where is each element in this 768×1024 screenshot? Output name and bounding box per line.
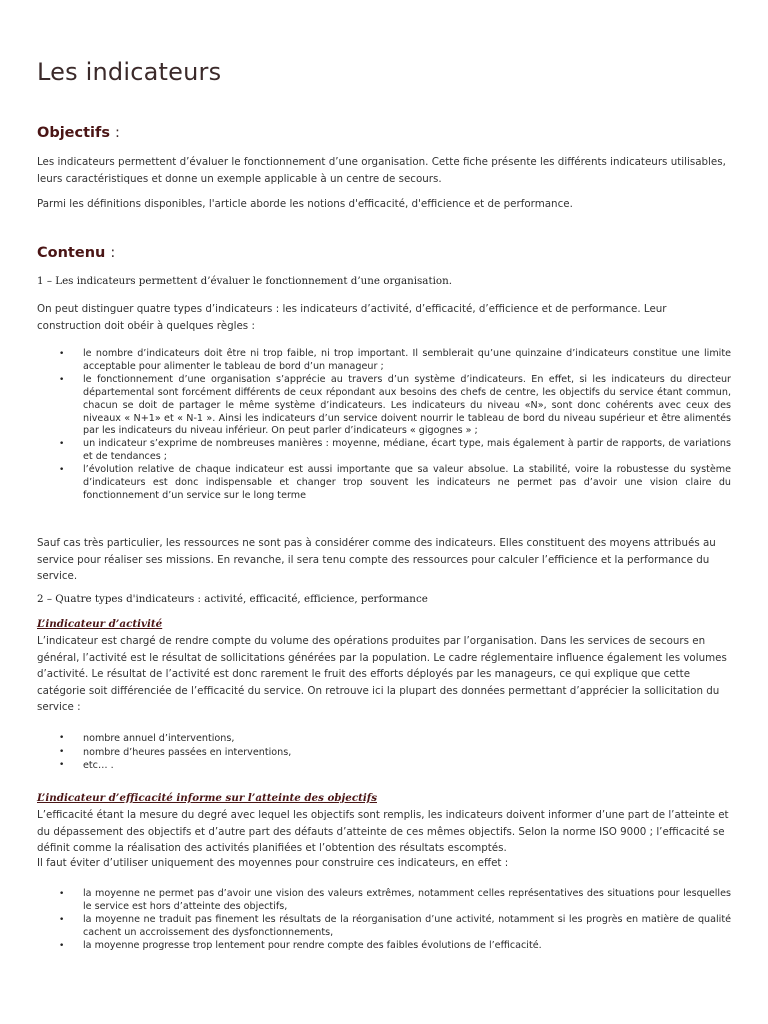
rules-list: [37, 348, 731, 503]
objectifs-heading-text: Objectifs: [37, 125, 110, 141]
contenu-heading-text: Contenu: [37, 245, 106, 261]
list-item: • nombre annuel d’interventions,: [37, 732, 731, 746]
objectifs-heading: [37, 125, 120, 141]
section-2-title: 2 – Quatre types d'indicateurs : activité, efficacité, efficience, performance: [37, 593, 428, 605]
contenu-intro: On peut distinguer quatre types d’indicateurs : les indicateurs d’activité, d’efficacité, d’efficience et de performance. Leur construction doit obéir à quelques règles :: [37, 303, 667, 332]
list-item: • nombre d’heures passées en interventions,: [37, 746, 731, 760]
efficacite-paragraph: L’efficacité étant la mesure du degré avec lequel les objectifs sont remplis, les indicateurs doivent informer d’une part de l’atteinte et du dépassement des objectifs et d’autre part des défauts d’atteinte de ces mêmes objectifs. Selon la norme ISO 9000 ; l’efficacité se définit comme la réalisation des activités planifiées et l’obtention des résultats escomptés.: [37, 809, 729, 854]
efficacite-paragraph-2: Il faut éviter d’utiliser uniquement des moyennes pour construire ces indicateurs, en effet :: [37, 857, 509, 869]
list-item: • le nombre d’indicateurs doit être ni trop faible, ni trop important. Il semblerait qu’une quinzaine d’indicateurs constitue une limite acceptable pour alimenter le tableau de bord d’un manageur ;: [37, 348, 731, 374]
page-title: Les indicateurs: [37, 58, 222, 86]
objectifs-colon: :: [115, 125, 120, 141]
activite-list: [37, 732, 731, 773]
list-item: • la moyenne ne permet pas d’avoir une vision des valeurs extrêmes, notamment celles représentatives des situations pour lesquelles le service est hors d’atteinte des objectifs,: [37, 888, 731, 914]
list-item: • le fonctionnement d’une organisation s’apprécie au travers d’un système d’indicateurs. En effet, si les indicateurs du directeur départemental sont forcément différents de ceux répondant aux besoins des chefs de centre, les objectifs du service étant commun, chacun se doit de partager le même système d’indicateurs. Les indicateurs du niveau «N», sont donc cohérents avec ceux des niveaux « N+1» et « N-1 ». Ainsi les indicateurs d’un service doivent nourrir le tableau de bord du niveau supérieur et être alimentés par les indicateurs du niveau inférieur. On peut parler d’indicateurs « gigognes » ;: [37, 374, 731, 439]
list-item: • la moyenne progresse trop lentement pour rendre compte des faibles évolutions de l’efficacité.: [37, 940, 731, 953]
list-item: • un indicateur s’exprime de nombreuses manières : moyenne, médiane, écart type, mais également à partir de rapports, de variations et de tendances ;: [37, 438, 731, 464]
ressources-paragraph: Sauf cas très particulier, les ressources ne sont pas à considérer comme des indicateurs. Elles constituent des moyens attribués au service pour réaliser ses missions. En revanche, il sera tenu compte des ressources pour calculer l’efficience et la performance du service.: [37, 537, 716, 582]
list-item: • l’évolution relative de chaque indicateur est aussi importante que sa valeur absolue. La stabilité, voire la robustesse du système d’indicateurs est donc indispensable et changer trop souvent les indicateurs ne permet pas d’avoir une vision claire du fonctionnement d’un service sur le long terme: [37, 464, 731, 503]
list-item: • la moyenne ne traduit pas finement les résultats de la réorganisation d’une activité, notamment si les progrès en matière de qualité cachent un accroissement des dysfonctionnements,: [37, 914, 731, 940]
efficacite-subtitle: L’indicateur d’efficacité informe sur l’atteinte des objectifs: [37, 792, 377, 804]
section-1-title: 1 – Les indicateurs permettent d’évaluer le fonctionnement d’une organisation.: [37, 275, 452, 287]
objectifs-paragraph-1: Les indicateurs permettent d’évaluer le fonctionnement d’une organisation. Cette fiche présente les différents indicateurs utilisables, leurs caractéristiques et donne un exemple applicable à un centre de secours.: [37, 156, 726, 185]
activite-paragraph: L’indicateur est chargé de rendre compte du volume des opérations produites par l’organisation. Dans les services de secours en général, l’activité est le résultat de sollicitations générées par la population. Le cadre réglementaire influence également les volumes d’activité. Le résultat de l’activité est donc rarement le fruit des efforts déployés par les manageurs, ce qui explique que cette catégorie soit différenciée de l’efficacité du service. On retrouve ici la plupart des données permettant d’apprécier la sollicitation du service :: [37, 635, 727, 713]
efficacite-list: [37, 888, 731, 953]
contenu-colon: :: [110, 245, 116, 261]
objectifs-paragraph-2: Parmi les définitions disponibles, l'article aborde les notions d'efficacité, d'efficience et de performance.: [37, 198, 573, 210]
list-item: • etc… .: [37, 759, 731, 773]
contenu-heading: [37, 245, 115, 261]
activite-subtitle: L’indicateur d’activité: [37, 618, 163, 630]
